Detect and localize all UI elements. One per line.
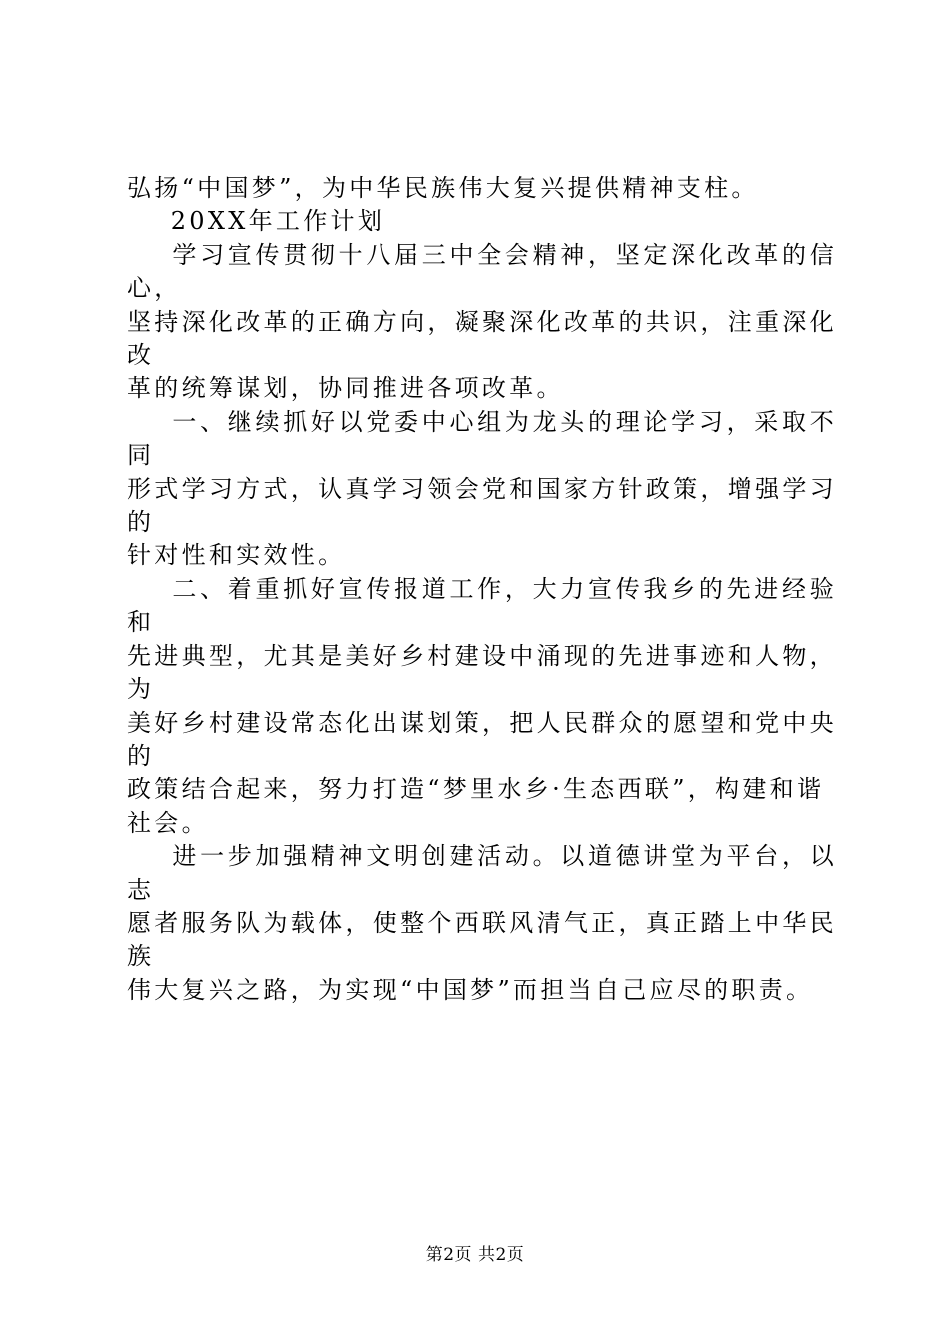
text-line: 针对性和实效性。 [127, 541, 346, 570]
text-line: 愿者服务队为载体，使整个西联风清气正，真正踏上中华民族 [127, 908, 837, 971]
text-line: 20XX年工作计划 [127, 207, 386, 236]
page-footer: 第2页 共2页 [425, 1245, 525, 1265]
text-line: 形式学习方式，认真学习领会党和国家方针政策，增强学习的 [127, 474, 837, 537]
text-line: 政策结合起来，努力打造“梦里水乡·生态西联”，构建和谐 [127, 775, 825, 804]
text-line: 坚持深化改革的正确方向，凝聚深化改革的共识，注重深化改 [127, 307, 837, 370]
text-line: 革的统筹谋划，协同推进各项改革。 [127, 374, 564, 403]
text-line: 美好乡村建设常态化出谋划策，把人民群众的愿望和党中央的 [127, 708, 837, 770]
text-line: 学习宣传贯彻十八届三中全会精神，坚定深化改革的信心， [127, 240, 837, 303]
text-line: 社会。 [127, 808, 209, 837]
text-line: 二、着重抓好宣传报道工作，大力宣传我乡的先进经验和 [127, 574, 837, 637]
text-line: 弘扬“中国梦”，为中华民族伟大复兴提供精神支柱。 [127, 174, 759, 202]
text-line: 先进典型，尤其是美好乡村建设中涌现的先进事迹和人物，为 [127, 641, 837, 704]
document-body [127, 172, 837, 1007]
text-line: 一、继续抓好以党委中心组为龙头的理论学习，采取不同 [127, 407, 837, 470]
text-line: 进一步加强精神文明创建活动。以道德讲堂为平台，以志 [127, 842, 837, 904]
text-line: 伟大复兴之路，为实现“中国梦”而担当自己应尽的职责。 [127, 975, 814, 1004]
